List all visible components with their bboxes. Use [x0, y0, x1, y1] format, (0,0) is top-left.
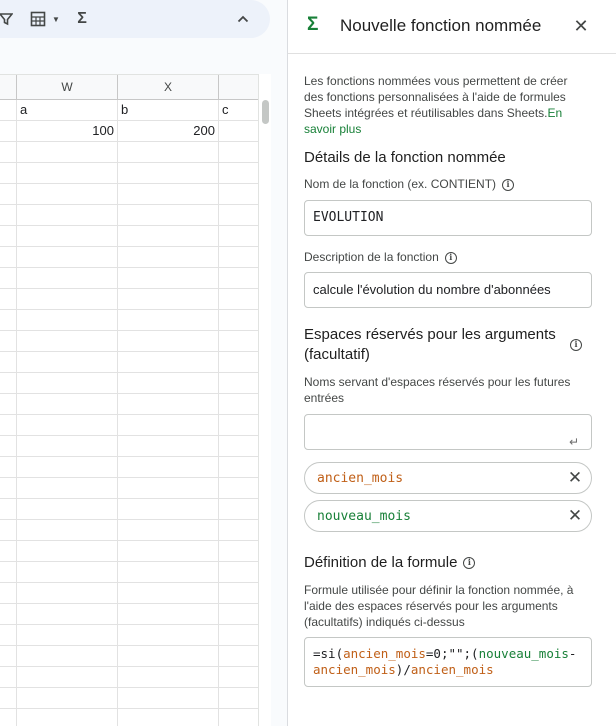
- sigma-icon[interactable]: Σ: [77, 10, 87, 27]
- table-row: [0, 667, 258, 688]
- vertical-scrollbar[interactable]: [258, 74, 271, 726]
- table-cell[interactable]: [0, 415, 17, 435]
- learn-more-link[interactable]: En savoir plus: [304, 106, 563, 136]
- table-cell[interactable]: [118, 541, 219, 561]
- table-row: [0, 709, 258, 726]
- table-cell[interactable]: [0, 604, 17, 624]
- table-cell[interactable]: [118, 142, 219, 162]
- function-description-label-text: Description de la fonction: [304, 250, 439, 264]
- table-cell[interactable]: [0, 247, 17, 267]
- table-cell[interactable]: [0, 478, 17, 498]
- table-cell[interactable]: [118, 184, 219, 204]
- table-cell[interactable]: [219, 562, 258, 582]
- table-cell[interactable]: [0, 625, 17, 645]
- remove-argument-icon[interactable]: ✕: [567, 506, 583, 525]
- table-cell[interactable]: [17, 415, 118, 435]
- table-cell[interactable]: [0, 289, 17, 309]
- table-cell[interactable]: [0, 352, 17, 372]
- table-cell[interactable]: [219, 709, 258, 726]
- table-cell[interactable]: [118, 310, 219, 330]
- table-row: [0, 520, 258, 541]
- info-icon[interactable]: i: [502, 179, 514, 191]
- table-cell[interactable]: [17, 478, 118, 498]
- sheet-grid[interactable]: [0, 74, 258, 726]
- table-row: [0, 310, 258, 331]
- table-cell[interactable]: [118, 646, 219, 666]
- intro-text: [304, 73, 584, 137]
- table-cell[interactable]: [17, 247, 118, 267]
- table-cell[interactable]: 200: [118, 121, 219, 141]
- table-row: [0, 562, 258, 583]
- formula-editor[interactable]: [304, 637, 592, 687]
- details-section-title: Détails de la fonction nommée: [304, 149, 506, 166]
- table-cell[interactable]: [0, 394, 17, 414]
- table-dropdown-chevron-icon[interactable]: ▼: [52, 14, 60, 24]
- table-row: [0, 205, 258, 226]
- table-cell[interactable]: [0, 226, 17, 246]
- remove-argument-icon[interactable]: ✕: [567, 468, 583, 487]
- table-cell[interactable]: [118, 499, 219, 519]
- table-row: [0, 394, 258, 415]
- table-cell[interactable]: [118, 436, 219, 456]
- table-cell[interactable]: [219, 184, 258, 204]
- function-name-field[interactable]: EVOLUTION: [304, 200, 592, 236]
- table-cell[interactable]: [17, 310, 118, 330]
- table-row: [0, 331, 258, 352]
- table-cell[interactable]: [0, 268, 17, 288]
- column-header-x[interactable]: X: [118, 75, 219, 100]
- table-row: [0, 583, 258, 604]
- table-cell[interactable]: [17, 709, 118, 726]
- function-name-label-text: Nom de la fonction (ex. CONTIENT): [304, 177, 497, 191]
- table-cell[interactable]: [219, 226, 258, 246]
- table-cell[interactable]: [0, 709, 17, 726]
- table-cell[interactable]: [118, 478, 219, 498]
- table-cell[interactable]: [219, 415, 258, 435]
- sigma-icon: Σ: [307, 14, 319, 35]
- table-cell[interactable]: [219, 289, 258, 309]
- table-cell[interactable]: [118, 163, 219, 183]
- table-cell[interactable]: [0, 163, 17, 183]
- table-cell[interactable]: [17, 688, 118, 708]
- table-cell[interactable]: [0, 646, 17, 666]
- formula-title-text: Définition de la formule: [304, 554, 458, 571]
- info-icon[interactable]: i: [445, 252, 457, 264]
- argument-chip[interactable]: [304, 500, 592, 532]
- table-cell[interactable]: [219, 331, 258, 351]
- table-row: [0, 373, 258, 394]
- table-row: [0, 415, 258, 436]
- column-headers: [0, 74, 258, 100]
- table-cell[interactable]: [219, 457, 258, 477]
- table-cell[interactable]: [118, 394, 219, 414]
- table-cell[interactable]: 100: [17, 121, 118, 141]
- table-cell[interactable]: [118, 352, 219, 372]
- spreadsheet-area: [0, 0, 288, 726]
- table-cell[interactable]: [0, 436, 17, 456]
- table-cell[interactable]: [17, 268, 118, 288]
- table-cell[interactable]: [17, 457, 118, 477]
- table-cell[interactable]: [118, 667, 219, 687]
- table-cell[interactable]: [118, 520, 219, 540]
- table-row: [0, 352, 258, 373]
- table-cell[interactable]: [17, 562, 118, 582]
- table-cell[interactable]: [118, 604, 219, 624]
- table-cell[interactable]: [219, 688, 258, 708]
- table-cell[interactable]: [219, 583, 258, 603]
- table-cell[interactable]: [17, 499, 118, 519]
- table-cell[interactable]: [17, 352, 118, 372]
- table-row: [0, 688, 258, 709]
- table-row: [0, 541, 258, 562]
- scrollbar-thumb[interactable]: [262, 100, 269, 124]
- function-name-label: [304, 176, 514, 192]
- table-cell[interactable]: b: [118, 100, 219, 120]
- panel-title: Nouvelle fonction nommée: [340, 16, 542, 35]
- function-description-field[interactable]: calcule l'évolution du nombre d'abonnées: [304, 272, 592, 308]
- table-cell[interactable]: [118, 331, 219, 351]
- table-cell[interactable]: [0, 100, 17, 120]
- table-row: [0, 121, 258, 142]
- table-cell[interactable]: [17, 436, 118, 456]
- formula-arg: ancien_mois: [410, 662, 494, 677]
- table-cell[interactable]: [0, 121, 17, 141]
- table-cell[interactable]: [17, 541, 118, 561]
- table-cell[interactable]: [17, 184, 118, 204]
- table-cell[interactable]: [0, 688, 17, 708]
- table-row: [0, 478, 258, 499]
- table-cell[interactable]: [219, 268, 258, 288]
- table-cell[interactable]: [118, 583, 219, 603]
- argument-chip-label: nouveau_mois: [317, 509, 411, 524]
- table-cell[interactable]: [219, 247, 258, 267]
- table-cell[interactable]: [17, 226, 118, 246]
- column-header-y[interactable]: [219, 75, 258, 100]
- table-row: [0, 625, 258, 646]
- table-cell[interactable]: [118, 457, 219, 477]
- table-cell[interactable]: [0, 499, 17, 519]
- info-icon[interactable]: i: [463, 557, 475, 569]
- column-header-w[interactable]: W: [17, 75, 118, 100]
- table-cell[interactable]: [118, 709, 219, 726]
- table-row: [0, 457, 258, 478]
- table-cell[interactable]: [219, 163, 258, 183]
- table-cell[interactable]: [0, 310, 17, 330]
- formula-section-title: [304, 553, 475, 573]
- table-cell[interactable]: c: [222, 102, 229, 117]
- table-row: [0, 184, 258, 205]
- table-cell[interactable]: [219, 436, 258, 456]
- formula-arg: ancien_mois: [343, 646, 426, 661]
- info-icon[interactable]: i: [570, 339, 582, 351]
- table-row: [0, 163, 258, 184]
- table-cell[interactable]: [219, 625, 258, 645]
- table-cell[interactable]: [0, 184, 17, 204]
- table-row: [0, 289, 258, 310]
- formula-text: =0;"";(: [425, 646, 479, 661]
- named-function-panel: [287, 0, 616, 726]
- table-cell[interactable]: [17, 646, 118, 666]
- argument-input[interactable]: [304, 414, 592, 450]
- table-cell[interactable]: [118, 226, 219, 246]
- toolbar: [0, 0, 270, 38]
- table-cell[interactable]: [0, 583, 17, 603]
- table-cell[interactable]: [17, 163, 118, 183]
- table-cell[interactable]: [219, 142, 258, 162]
- table-icon[interactable]: [28, 9, 48, 29]
- table-cell[interactable]: [118, 289, 219, 309]
- table-row: [0, 268, 258, 289]
- table-cell[interactable]: [0, 373, 17, 393]
- table-cell[interactable]: [118, 562, 219, 582]
- table-cell[interactable]: [0, 520, 17, 540]
- table-cell[interactable]: [17, 583, 118, 603]
- table-row: [0, 226, 258, 247]
- table-cell[interactable]: a: [17, 100, 118, 120]
- table-cell[interactable]: [0, 667, 17, 687]
- table-cell[interactable]: [219, 646, 258, 666]
- table-cell[interactable]: [118, 688, 219, 708]
- formula-text: )/: [395, 662, 411, 677]
- function-description-label: [304, 249, 457, 265]
- table-cell[interactable]: [219, 352, 258, 372]
- table-row: [0, 499, 258, 520]
- arguments-section-title: Espaces réservés pour les arguments (facultatif): [304, 326, 556, 363]
- collapse-toolbar-icon[interactable]: [233, 9, 253, 29]
- table-cell[interactable]: [17, 667, 118, 687]
- formula-arg: ancien_mois: [313, 662, 396, 677]
- column-header-v[interactable]: [0, 75, 17, 100]
- table-row: [0, 142, 258, 163]
- table-cell[interactable]: [219, 499, 258, 519]
- table-cell[interactable]: [17, 373, 118, 393]
- intro-description: Les fonctions nommées vous permettent de créer des fonctions personnalisées à l'aide de formules Sheets intégrées et réutilisables dans Sheets.: [304, 74, 568, 120]
- table-cell[interactable]: [118, 205, 219, 225]
- table-cell[interactable]: [0, 205, 17, 225]
- table-cell[interactable]: [219, 520, 258, 540]
- filter-icon[interactable]: [0, 9, 16, 29]
- table-cell[interactable]: [219, 667, 258, 687]
- table-cell[interactable]: [17, 604, 118, 624]
- table-row: [0, 436, 258, 457]
- table-cell[interactable]: [17, 625, 118, 645]
- table-cell[interactable]: [0, 541, 17, 561]
- table-row: [0, 247, 258, 268]
- table-row: [0, 604, 258, 625]
- table-row: [0, 646, 258, 667]
- table-cell[interactable]: [17, 394, 118, 414]
- arguments-hint: Noms servant d'espaces réservés pour les futures entrées: [304, 375, 571, 405]
- table-row: [0, 100, 258, 121]
- formula-hint: Formule utilisée pour définir la fonction nommée, à l'aide des espaces réservés pour les arguments (facultatifs) indiqués ci-dessus: [304, 583, 574, 629]
- close-icon[interactable]: ✕: [573, 16, 589, 36]
- table-cell[interactable]: [118, 373, 219, 393]
- table-cell[interactable]: [17, 331, 118, 351]
- table-cell[interactable]: [118, 625, 219, 645]
- argument-chip[interactable]: [304, 462, 592, 494]
- table-cell[interactable]: [118, 247, 219, 267]
- formula-arg: nouveau_mois: [478, 646, 569, 661]
- table-cell[interactable]: [118, 268, 219, 288]
- table-cell[interactable]: [17, 142, 118, 162]
- table-cell[interactable]: [17, 289, 118, 309]
- table-cell[interactable]: [219, 394, 258, 414]
- table-cell[interactable]: [17, 520, 118, 540]
- table-cell[interactable]: [219, 541, 258, 561]
- table-cell[interactable]: [219, 604, 258, 624]
- table-cell[interactable]: [0, 562, 17, 582]
- table-cell[interactable]: [17, 205, 118, 225]
- table-cell[interactable]: [219, 121, 258, 141]
- table-cell[interactable]: [219, 478, 258, 498]
- table-cell[interactable]: [219, 373, 258, 393]
- panel-header: [288, 0, 616, 54]
- formula-text: =si(: [313, 646, 344, 661]
- table-cell[interactable]: [0, 457, 17, 477]
- table-cell[interactable]: [0, 142, 17, 162]
- table-cell[interactable]: [0, 331, 17, 351]
- table-cell[interactable]: [118, 415, 219, 435]
- formula-text: -: [568, 646, 577, 661]
- enter-icon: ↵: [568, 435, 579, 449]
- argument-chip-label: ancien_mois: [317, 471, 404, 486]
- table-cell[interactable]: [219, 205, 258, 225]
- table-cell[interactable]: [219, 310, 258, 330]
